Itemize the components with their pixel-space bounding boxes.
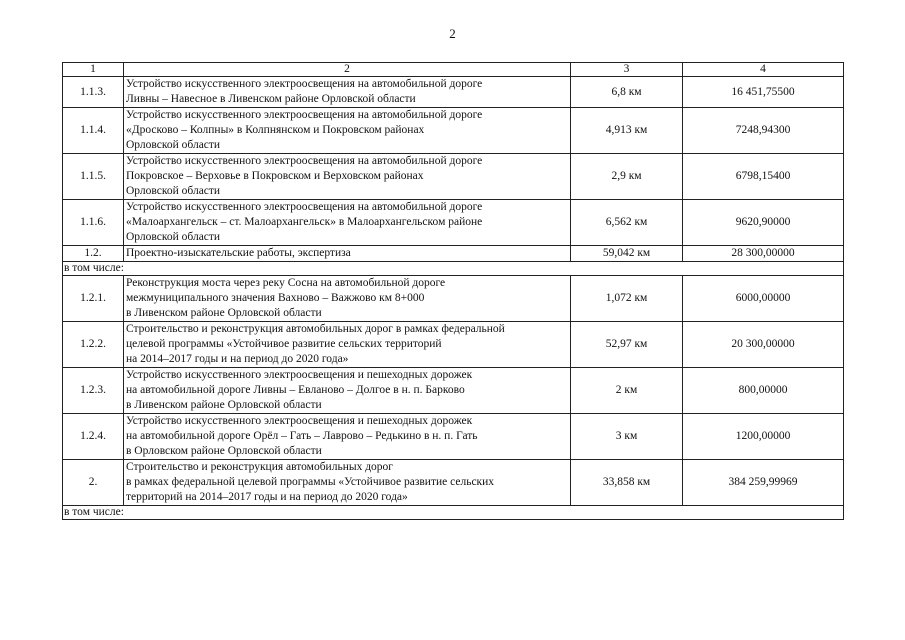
description-line: «Дросково – Колпны» в Колпнянском и Покровском районах xyxy=(126,124,425,136)
row-number: 1.2.2. xyxy=(63,322,124,368)
subheading-row xyxy=(63,262,844,276)
header-col-3: 3 xyxy=(571,63,683,77)
row-length: 6,562 км xyxy=(571,200,683,246)
row-description xyxy=(124,154,571,200)
row-description xyxy=(124,246,571,262)
table-row xyxy=(63,368,844,414)
table-row xyxy=(63,200,844,246)
table-row xyxy=(63,460,844,506)
row-description xyxy=(124,108,571,154)
row-number: 1.2.3. xyxy=(63,368,124,414)
table-row xyxy=(63,276,844,322)
row-amount: 6000,00000 xyxy=(683,276,844,322)
description-line: Устройство искусственного электроосвещения на автомобильной дороге xyxy=(126,201,483,213)
row-number: 1.1.6. xyxy=(63,200,124,246)
row-length: 52,97 км xyxy=(571,322,683,368)
row-amount: 16 451,75500 xyxy=(683,77,844,108)
row-number: 1.2.1. xyxy=(63,276,124,322)
page-number: 2 xyxy=(449,26,456,41)
row-length: 1,072 км xyxy=(571,276,683,322)
row-number: 1.2.4. xyxy=(63,414,124,460)
description-line: Устройство искусственного электроосвещения и пешеходных дорожек xyxy=(126,415,473,427)
description-line: Орловской области xyxy=(126,231,221,243)
description-line: Устройство искусственного электроосвещения на автомобильной дороге xyxy=(126,78,483,90)
header-col-2: 2 xyxy=(124,63,571,77)
description-line: Устройство искусственного электроосвещения на автомобильной дороге xyxy=(126,155,483,167)
row-description xyxy=(124,414,571,460)
subheading-row xyxy=(63,506,844,520)
description-line: в рамках федеральной целевой программы «Устойчивое развитие сельских xyxy=(126,476,495,488)
subheading-text: в том числе: xyxy=(63,262,844,276)
description-line: межмуниципального значения Вахново – Важжово км 8+000 xyxy=(126,292,425,304)
description-line: на автомобильной дороге Ливны – Евланово – Долгое в н. п. Барково xyxy=(126,384,465,396)
row-description xyxy=(124,200,571,246)
table-row xyxy=(63,154,844,200)
row-description xyxy=(124,460,571,506)
description-line: целевой программы «Устойчивое развитие сельских территорий xyxy=(126,338,442,350)
row-amount: 9620,90000 xyxy=(683,200,844,246)
description-line: Орловской области xyxy=(126,139,221,151)
table-header-row xyxy=(63,63,844,77)
table-row xyxy=(63,108,844,154)
row-length: 6,8 км xyxy=(571,77,683,108)
row-description xyxy=(124,322,571,368)
description-line: Строительство и реконструкция автомобильных дорог xyxy=(126,461,394,473)
description-line: в Ливенском районе Орловской области xyxy=(126,307,322,319)
subheading-text: в том числе: xyxy=(63,506,844,520)
row-number: 1.1.5. xyxy=(63,154,124,200)
row-length: 4,913 км xyxy=(571,108,683,154)
header-col-1: 1 xyxy=(63,63,124,77)
table-row xyxy=(63,322,844,368)
table-row xyxy=(63,414,844,460)
row-length: 33,858 км xyxy=(571,460,683,506)
row-number: 1.1.3. xyxy=(63,77,124,108)
description-line: на автомобильной дороге Орёл – Гать – Лаврово – Редькино в н. п. Гать xyxy=(126,430,478,442)
header-col-4: 4 xyxy=(683,63,844,77)
description-line: на 2014–2017 годы и на период до 2020 года» xyxy=(126,353,349,365)
description-line: территорий на 2014–2017 годы и на период до 2020 года» xyxy=(126,491,408,503)
table-row xyxy=(63,246,844,262)
row-amount: 28 300,00000 xyxy=(683,246,844,262)
description-line: Орловской области xyxy=(126,185,221,197)
row-description xyxy=(124,77,571,108)
description-line: Строительство и реконструкция автомобильных дорог в рамках федеральной xyxy=(126,323,505,335)
row-amount: 6798,15400 xyxy=(683,154,844,200)
row-number: 2. xyxy=(63,460,124,506)
description-line: Устройство искусственного электроосвещения и пешеходных дорожек xyxy=(126,369,473,381)
description-line: Проектно-изыскательские работы, экспертиза xyxy=(126,247,351,259)
row-length: 3 км xyxy=(571,414,683,460)
description-line: в Ливенском районе Орловской области xyxy=(126,399,322,411)
row-amount: 7248,94300 xyxy=(683,108,844,154)
description-line: «Малоархангельск – ст. Малоархангельск» в Малоархангельском районе xyxy=(126,216,483,228)
row-description xyxy=(124,368,571,414)
description-line: Покровское – Верховье в Покровском и Верховском районах xyxy=(126,170,424,182)
row-length: 2,9 км xyxy=(571,154,683,200)
description-line: в Орловском районе Орловской области xyxy=(126,445,322,457)
row-length: 59,042 км xyxy=(571,246,683,262)
row-amount: 384 259,99969 xyxy=(683,460,844,506)
row-amount: 20 300,00000 xyxy=(683,322,844,368)
description-line: Устройство искусственного электроосвещения на автомобильной дороге xyxy=(126,109,483,121)
row-amount: 800,00000 xyxy=(683,368,844,414)
table-row xyxy=(63,77,844,108)
row-description xyxy=(124,276,571,322)
row-length: 2 км xyxy=(571,368,683,414)
row-number: 1.1.4. xyxy=(63,108,124,154)
budget-table xyxy=(62,62,844,520)
description-line: Ливны – Навесное в Ливенском районе Орловской области xyxy=(126,93,416,105)
row-number: 1.2. xyxy=(63,246,124,262)
row-amount: 1200,00000 xyxy=(683,414,844,460)
description-line: Реконструкция моста через реку Сосна на автомобильной дороге xyxy=(126,277,446,289)
